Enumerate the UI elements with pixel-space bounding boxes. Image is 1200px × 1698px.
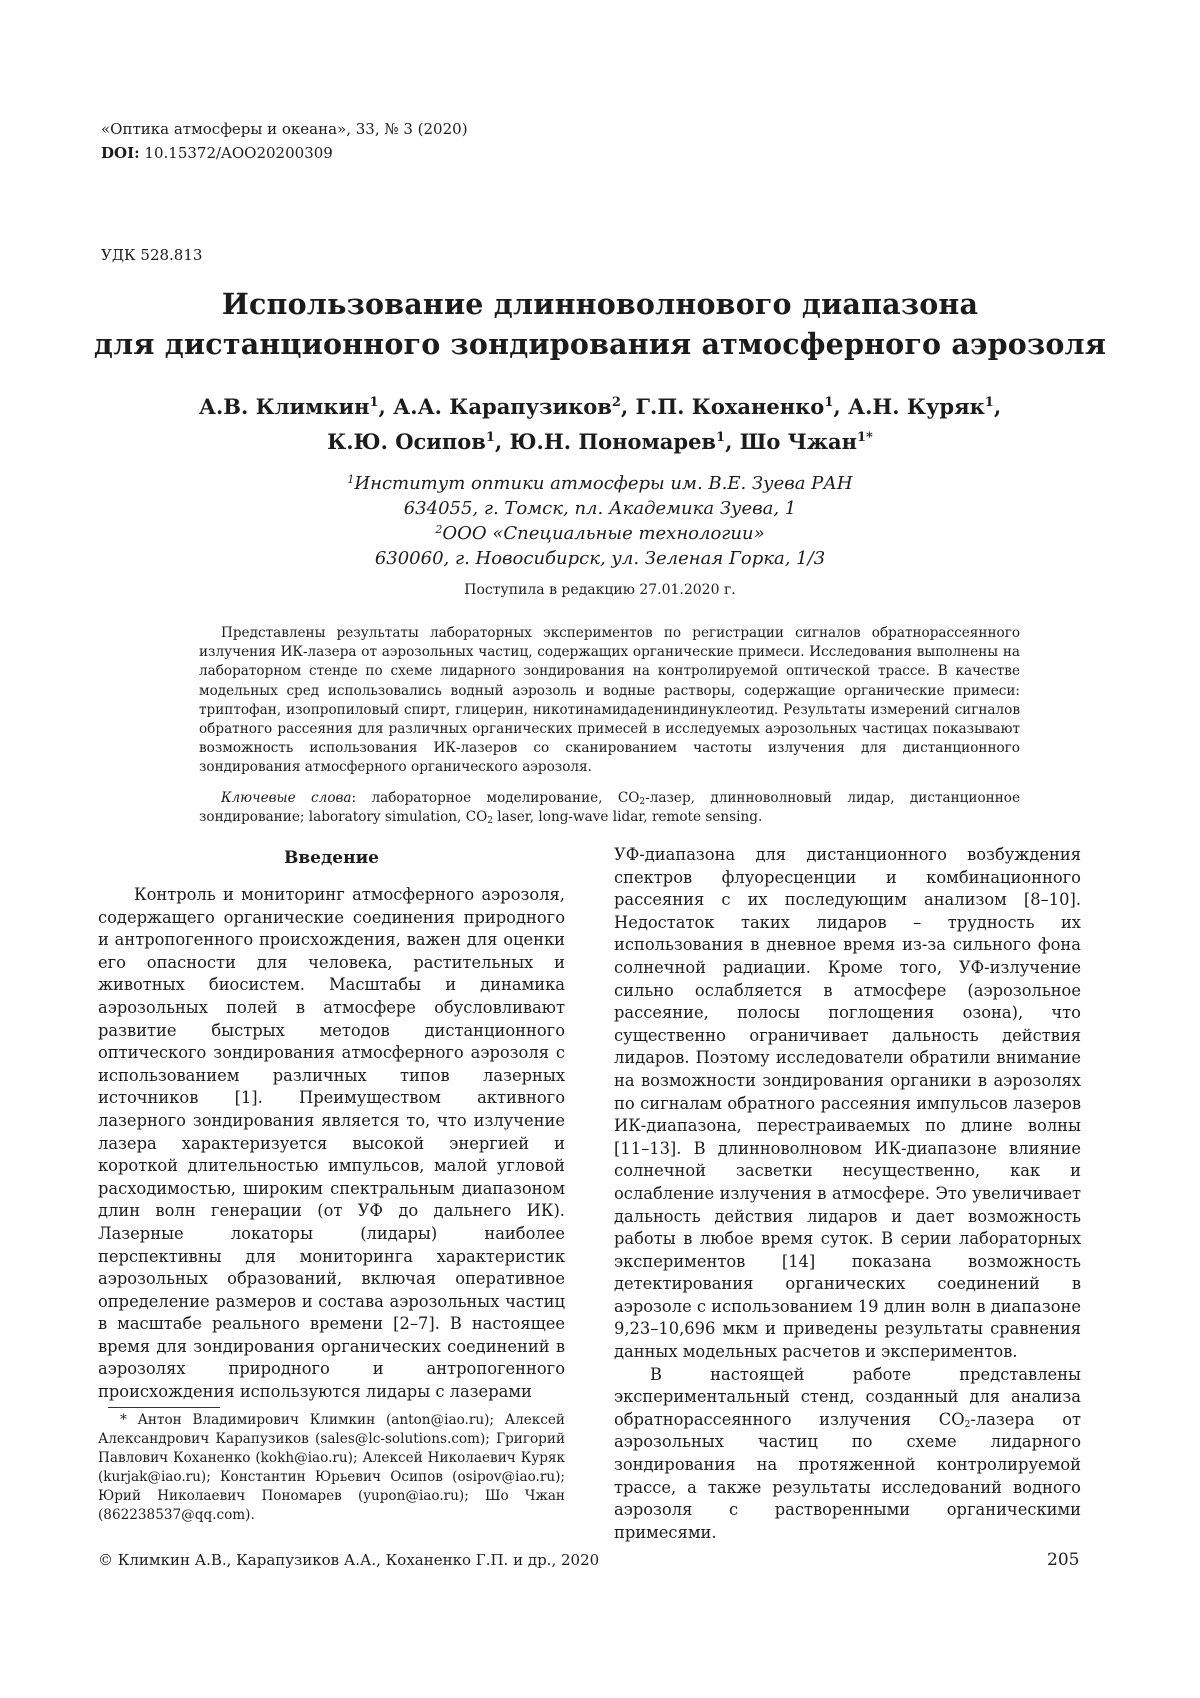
paragraph-subscript: 2 — [964, 1419, 971, 1430]
paragraph-text: В настоящей работе представлены экспериментальный стенд, созданный для анализа обратнорассеянного излучения СО — [614, 1364, 1081, 1429]
affiliation-2-address: 630060, г. Новосибирск, ул. Зеленая Горка, 1/3 — [374, 548, 826, 569]
author-name: Г.П. Коханенко — [635, 394, 825, 419]
author-separator: , — [620, 394, 636, 419]
doi-label: DOI: — [101, 144, 140, 162]
author-affil-sup: 1 — [824, 395, 834, 410]
title-line-1: Использование длинноволнового диапазона — [221, 287, 979, 321]
author-separator: , — [378, 394, 394, 419]
footnote-divider — [108, 1407, 220, 1408]
affiliation-1-name — [60, 471, 1140, 496]
author-separator: , — [725, 429, 740, 454]
author-affil-sup: 2 — [611, 395, 621, 410]
page-number: 205 — [1047, 1550, 1080, 1570]
intro-paragraph-1: Контроль и мониторинг атмосферного аэрозоля, содержащего органические соединения природного и антропогенного происхождения, важен для оценки его опасности для человека, растительных и животных биосистем. Масштабы и динамика аэрозольных полей в атмосфере обусловливают развитие быстрых методов дистанционного оптического зондирования атмосферного аэрозоля с использованием различных типов лазерных источников [1]. Преимуществом активного лазерного зондирования является то, что излучение лазера характеризуется высокой энергией и короткой длительностью импульсов, малой угловой расходимостью, широким спектральным диапазоном длин волн генерации (от УФ до дальнего ИК). Лазерные локаторы (лидары) наиболее перспективны для мониторинга характеристик аэрозольных образований, включая оперативное определение размеров и состава аэрозольных частиц в масштабе реального времени [2–7]. В настоящее время для зондирования органических соединений в аэрозолях природного и антропогенного происхождения используются лидары с лазерами — [98, 885, 565, 1402]
affiliations — [60, 471, 1140, 571]
keywords — [199, 789, 1020, 827]
author-name: А.В. Климкин — [198, 394, 370, 419]
keywords-text: -лазер, длинноволновый лидар, дистанционное зондирование; laboratory simulation, CO — [199, 790, 1020, 826]
doi-value: 10.15372/AOO20200309 — [144, 144, 333, 162]
author-line-1 — [60, 389, 1140, 424]
copyright-notice: © Климкин А.В., Карапузиков А.А., Коханенко Г.П. и др., 2020 — [98, 1551, 600, 1569]
keywords-subscript: 2 — [487, 816, 493, 827]
author-name: А.А. Карапузиков — [393, 394, 612, 419]
author-name: К.Ю. Осипов — [327, 429, 486, 454]
author-affil-sup: 1 — [369, 395, 379, 410]
author-separator: , — [993, 394, 1002, 419]
title-line-2: для дистанционного зондирования атмосферного аэрозоля — [93, 327, 1107, 361]
affiliation-1-address: 634055, г. Томск, пл. Академика Зуева, 1 — [403, 498, 797, 519]
intro-paragraph-2 — [614, 1364, 1081, 1545]
author-affil-sup: 1* — [857, 430, 873, 445]
affiliation-text: Институт оптики атмосферы им. В.Е. Зуева РАН — [354, 473, 853, 494]
author-separator: , — [494, 429, 510, 454]
author-affil-sup: 1 — [984, 395, 994, 410]
abstract: Представлены результаты лабораторных экспериментов по регистрации сигналов обратнорассеянного излучения ИК-лазера от аэрозольных частиц, содержащих органические примеси. Исследования выполнены на лабораторном стенде по схеме лидарного зондирования на контролируемой оптической трассе. В качестве модельных сред использовались водный аэрозоль и водные растворы, содержащие органические примеси: триптофан, изопропиловый спирт, глицерин, никотинамидадениндинуклеотид. Результаты измерений сигналов обратного рассеяния для различных органических примесей в исследуемых аэрозольных частицах показывают возможность использования ИК-лазеров со сканированием частоты излучения для дистанционного зондирования атмосферного органического аэрозоля. — [199, 625, 1020, 776]
keywords-text: laser, long-wave lidar, remote sensing. — [492, 809, 763, 826]
author-affil-sup: 1 — [485, 430, 495, 445]
left-column — [98, 884, 565, 1404]
keywords-text: лабораторное моделирование, СО — [371, 790, 640, 806]
affiliation-2-name — [60, 521, 1140, 546]
affiliation-sup: 1 — [347, 473, 355, 486]
keywords-subscript: 2 — [639, 797, 646, 807]
author-footnote: * Антон Владимирович Климкин (anton@iao.ru); Алексей Александрович Карапузиков (sales@lc-solutions.com); Григорий Павлович Коханенко (kokh@iao.ru); Алексей Николаевич Куряк (kurjak@iao.ru); Константин Юрьевич Осипов (osipov@iao.ru); Юрий Николаевич Пономарев (yupon@iao.ru); Шо Чжан (862238537@qq.com). — [98, 1412, 565, 1523]
udk-code: УДК 528.813 — [101, 246, 203, 264]
doi-line — [101, 143, 333, 163]
paper-title — [60, 284, 1140, 364]
author-line-2 — [60, 424, 1140, 459]
keywords-label: Ключевые слова — [221, 790, 352, 806]
right-column — [614, 844, 1081, 1544]
keywords-colon: : — [351, 790, 372, 806]
section-heading-introduction: Введение — [283, 848, 379, 868]
author-name: Шо Чжан — [739, 429, 858, 454]
author-list — [60, 389, 1140, 459]
author-affil-sup: 1 — [716, 430, 726, 445]
intro-paragraph-1-continued: УФ-диапазона для дистанционного возбуждения спектров флуоресценции и комбинационного рассеяния с их последующим анализом [8–10]. Недостаток таких лидаров – трудность их использования в дневное время из-за сильного фона солнечной радиации. Кроме того, УФ-излучение сильно ослабляется в атмосфере (аэрозольное рассеяние, полосы поглощения озона), что существенно ограничивает дальность действия лидаров. Поэтому исследователи обратили внимание на возможности зондирования органики в аэрозолях по сигналам обратного рассеяния импульсов лазеров ИК-диапазона, перестраиваемых по длине волны [11–13]. В длинноволновом ИК-диапазоне влияние солнечной засветки несущественно, как и ослабление излучения в атмосфере. Это увеличивает дальность действия лидаров и дает возможность работы в любое время суток. В серии лабораторных экспериментов [14] показана возможность детектирования органических соединений в аэрозоле с использованием 19 длин волн в диапазоне 9,23–10,696 мкм и приведены результаты сравнения данных модельных расчетов и экспериментов. — [614, 845, 1081, 1362]
affiliation-text: ООО «Специальные технологии» — [442, 523, 765, 544]
affiliation-sup: 2 — [435, 523, 443, 536]
received-date: Поступила в редакцию 27.01.2020 г. — [464, 582, 736, 598]
author-separator: , — [833, 394, 848, 419]
author-name: Ю.Н. Пономарев — [509, 429, 717, 454]
paragraph-text: -лазера от аэрозольных частиц по схеме лидарного зондирования на протяженной контролируемой трассе, а также результаты исследований водного аэрозоля с растворенными органическими примесями. — [614, 1409, 1082, 1542]
journal-citation: «Оптика атмосферы и океана», 33, № 3 (2020) — [101, 120, 468, 138]
author-name: А.Н. Куряк — [847, 394, 985, 419]
